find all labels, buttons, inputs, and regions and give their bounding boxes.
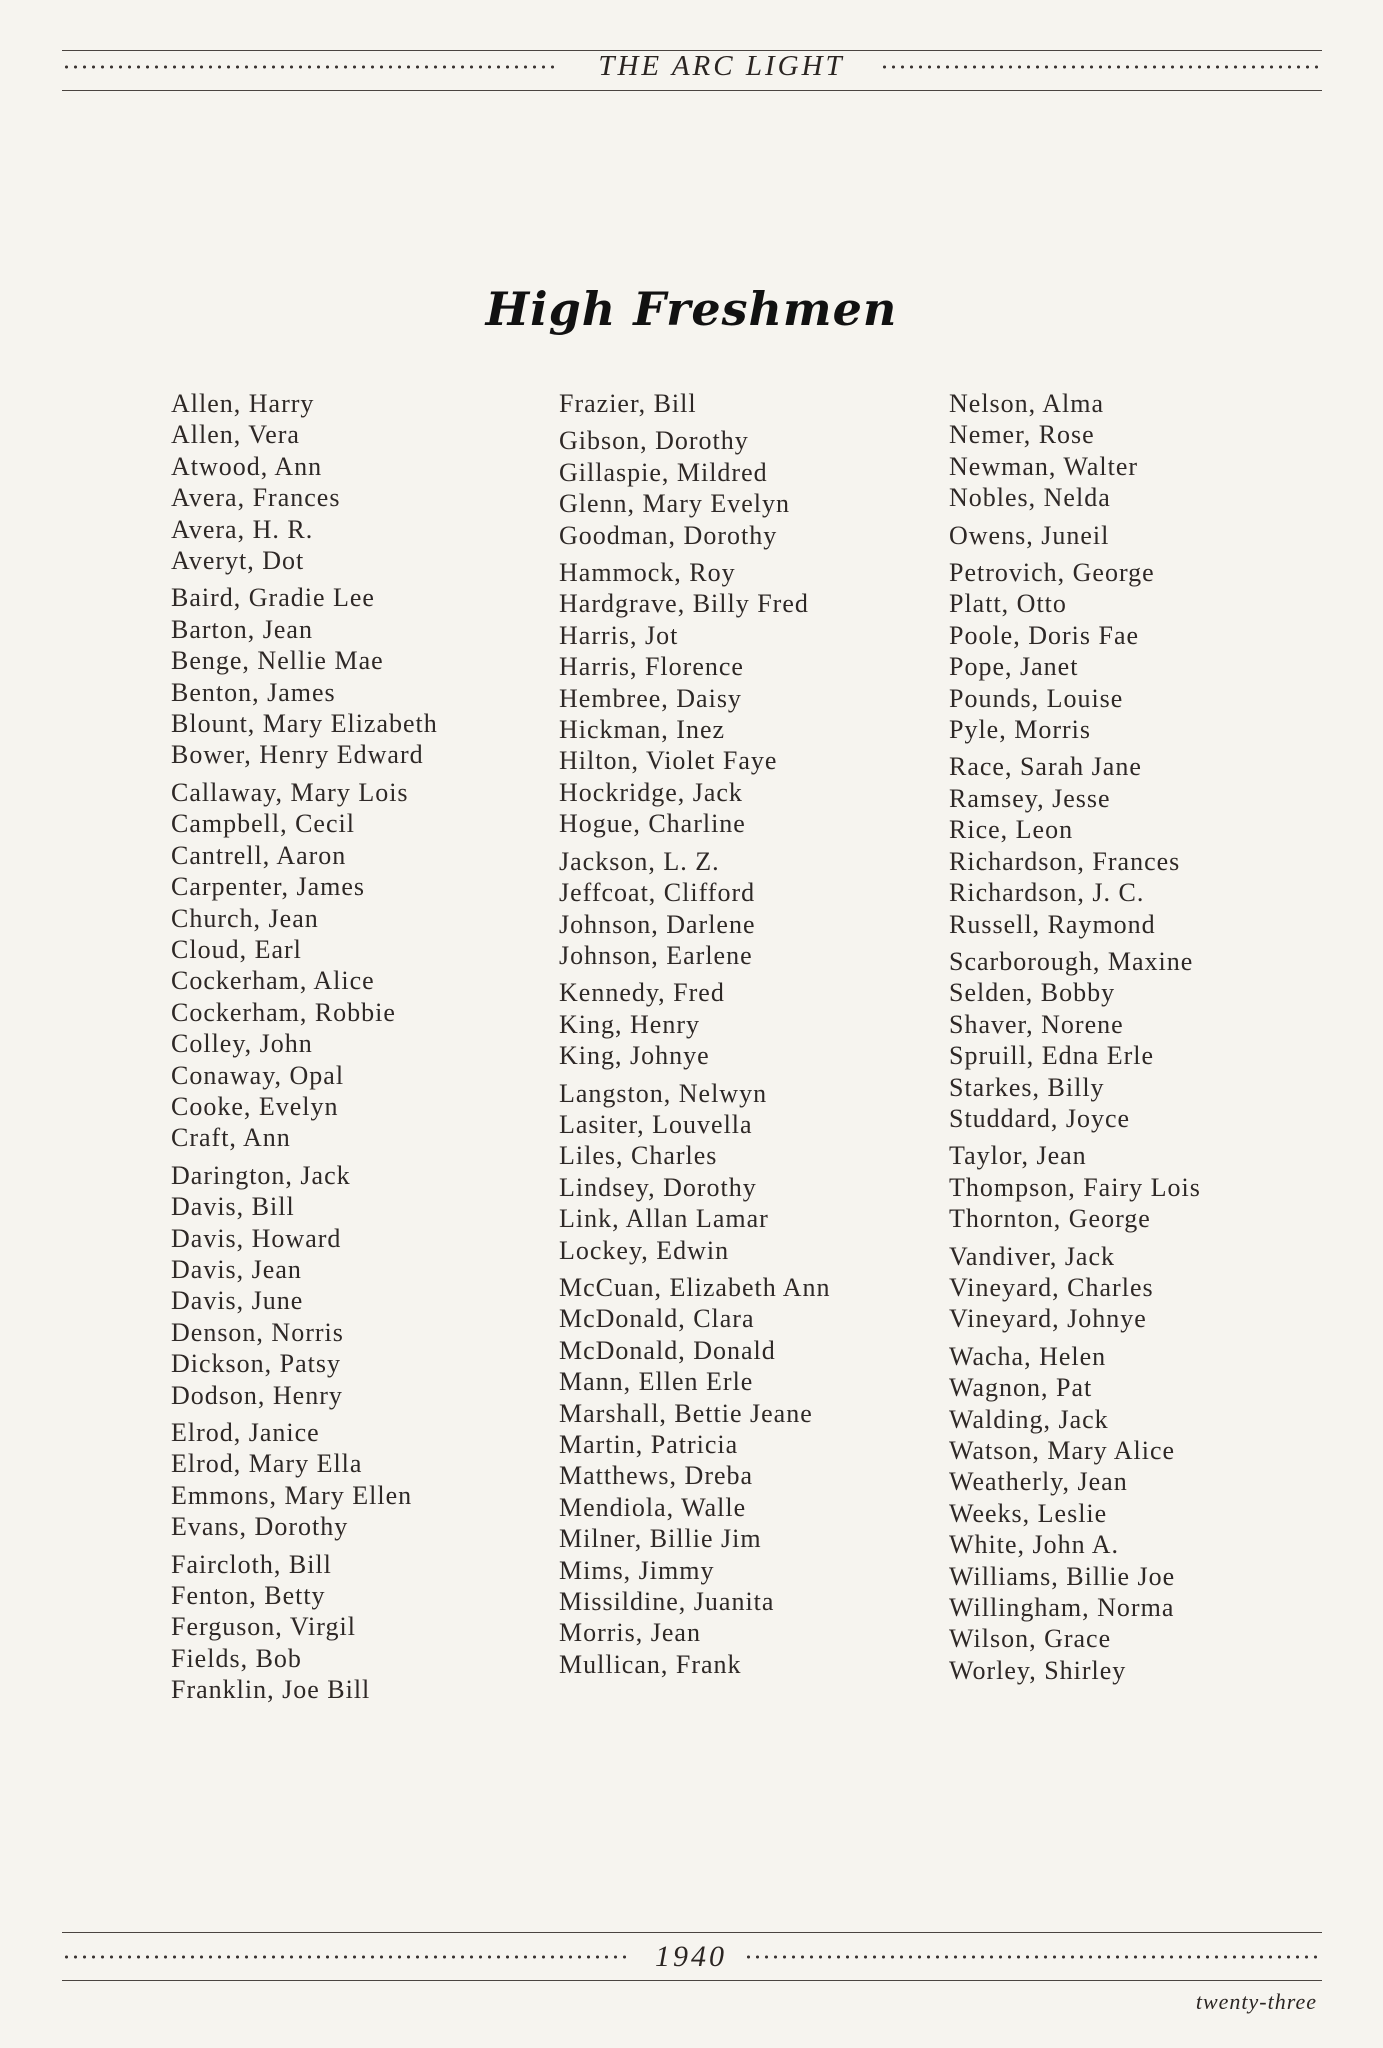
name-list-item: Gillaspie, Mildred: [559, 457, 768, 487]
name-list-item: Benge, Nellie Mae: [171, 646, 384, 676]
name-list-item: Gibson, Dorothy: [559, 426, 749, 456]
name-list-item: Cooke, Evelyn: [171, 1091, 339, 1121]
name-list-item: Blount, Mary Elizabeth: [171, 709, 438, 739]
name-list-item: Allen, Harry: [171, 389, 315, 418]
name-list-item: Johnson, Earlene: [559, 940, 753, 970]
name-list-item: Vineyard, Charles: [949, 1272, 1154, 1302]
name-list-item: Dodson, Henry: [171, 1380, 343, 1410]
name-list-item: Atwood, Ann: [171, 451, 323, 481]
name-list-item: Starkes, Billy: [949, 1072, 1105, 1102]
name-list-item: Averyt, Dot: [171, 546, 305, 576]
name-list-item: Frazier, Bill: [559, 389, 697, 418]
name-list-item: Mims, Jimmy: [559, 1555, 715, 1585]
name-list-item: Race, Sarah Jane: [949, 752, 1142, 782]
name-list-item: Taylor, Jean: [949, 1141, 1087, 1171]
name-list-item: Fenton, Betty: [171, 1581, 326, 1611]
name-column-1: [171, 388, 438, 1706]
name-list-item: Hogue, Charline: [559, 809, 746, 839]
name-list-item: Wacha, Helen: [949, 1341, 1107, 1371]
name-list-item: Davis, Bill: [171, 1192, 295, 1222]
name-list-item: Franklin, Joe Bill: [171, 1675, 371, 1705]
name-list-item: White, John A.: [949, 1530, 1119, 1560]
name-list-item: Studdard, Joyce: [949, 1103, 1131, 1133]
footer-top-rule: [62, 1932, 1322, 1933]
header-bottom-rule: [62, 90, 1322, 91]
name-list-item: Lasiter, Louvella: [559, 1109, 753, 1139]
name-list-item: Harris, Jot: [559, 620, 679, 650]
name-list-item: Jeffcoat, Clifford: [559, 878, 756, 908]
name-list-item: Thompson, Fairy Lois: [949, 1172, 1201, 1202]
name-list-item: Callaway, Mary Lois: [171, 777, 409, 807]
name-list-item: King, Henry: [559, 1009, 700, 1039]
name-list-item: Denson, Norris: [171, 1317, 344, 1347]
name-list-item: Spruill, Edna Erle: [949, 1041, 1155, 1071]
name-list-item: Worley, Shirley: [949, 1655, 1127, 1685]
name-list-item: Cloud, Earl: [171, 934, 302, 964]
name-list-item: Kennedy, Fred: [559, 978, 725, 1008]
name-list-item: Harris, Florence: [559, 652, 744, 682]
name-list-item: Davis, Jean: [171, 1254, 302, 1284]
name-list-item: Avera, H. R.: [171, 514, 314, 544]
name-list-item: Wagnon, Pat: [949, 1373, 1093, 1403]
name-list-item: King, Johnye: [559, 1041, 710, 1071]
name-list-item: Carpenter, James: [171, 872, 366, 902]
name-list-item: Craft, Ann: [171, 1123, 291, 1153]
footer-band: [62, 1932, 1322, 1982]
name-list-item: Faircloth, Bill: [171, 1549, 332, 1579]
name-list-item: Richardson, J. C.: [949, 878, 1145, 908]
name-list-item: Hickman, Inez: [559, 715, 726, 745]
page-number: twenty-three: [1195, 1989, 1317, 2014]
name-list-item: Mann, Ellen Erle: [559, 1367, 754, 1397]
name-list-item: Platt, Otto: [949, 589, 1067, 619]
name-list-item: Richardson, Frances: [949, 846, 1181, 876]
name-list-item: Darington, Jack: [171, 1160, 351, 1190]
name-list-item: Goodman, Dorothy: [559, 520, 778, 550]
name-list-item: Petrovich, George: [949, 558, 1155, 588]
name-list-item: Davis, Howard: [171, 1223, 342, 1253]
name-list-item: Church, Jean: [171, 903, 319, 933]
name-list-item: Watson, Mary Alice: [949, 1436, 1176, 1465]
name-list-item: Campbell, Cecil: [171, 809, 355, 839]
name-list-item: Jackson, L. Z.: [559, 846, 720, 876]
name-list-item: Ramsey, Jesse: [949, 783, 1111, 813]
name-list-item: Nemer, Rose: [949, 420, 1095, 450]
name-list-item: Glenn, Mary Evelyn: [559, 489, 791, 519]
name-list-item: Pope, Janet: [949, 652, 1079, 682]
footer-bottom-rule: [62, 1980, 1322, 1981]
section-title: High Freshmen: [485, 282, 898, 336]
year-label: 1940: [655, 1940, 727, 1973]
name-list-item: Scarborough, Maxine: [949, 946, 1194, 976]
name-list-item: Cockerham, Alice: [171, 966, 375, 996]
name-list-item: Johnson, Darlene: [559, 909, 756, 939]
name-column-2: [559, 388, 831, 1680]
name-list-item: Nelson, Alma: [949, 389, 1104, 418]
name-list-item: Mullican, Frank: [559, 1649, 742, 1679]
name-list-item: Vandiver, Jack: [949, 1241, 1116, 1271]
name-list-item: Pounds, Louise: [949, 683, 1124, 713]
name-list-item: Cantrell, Aaron: [171, 840, 347, 870]
name-list-item: Pyle, Morris: [949, 715, 1091, 745]
name-list-item: Thornton, George: [949, 1204, 1151, 1234]
name-list-item: Lockey, Edwin: [559, 1235, 730, 1265]
name-list-item: Davis, June: [171, 1286, 304, 1316]
name-list-item: Weatherly, Jean: [949, 1467, 1128, 1497]
name-list-item: Russell, Raymond: [949, 909, 1156, 939]
name-list-item: Poole, Doris Fae: [949, 620, 1140, 650]
name-list-item: Nobles, Nelda: [949, 483, 1111, 513]
name-list-item: Rice, Leon: [949, 815, 1074, 845]
name-list-item: Owens, Juneil: [949, 520, 1110, 550]
name-list-item: Allen, Vera: [171, 420, 300, 450]
name-list-item: Matthews, Dreba: [559, 1461, 754, 1491]
name-list-item: Dickson, Patsy: [171, 1349, 341, 1379]
name-list-item: Vineyard, Johnye: [949, 1304, 1147, 1334]
name-list-item: Colley, John: [171, 1029, 313, 1059]
header-band: [62, 50, 1322, 92]
name-list-item: Lindsey, Dorothy: [559, 1172, 757, 1202]
name-list-item: Baird, Gradie Lee: [171, 583, 375, 613]
name-list-item: Newman, Walter: [949, 451, 1139, 481]
name-list-item: Walding, Jack: [949, 1404, 1109, 1434]
name-list-item: Shaver, Norene: [949, 1009, 1124, 1039]
name-list-item: Martin, Patricia: [559, 1430, 739, 1459]
name-list-item: Cockerham, Robbie: [171, 997, 396, 1027]
publication-title: THE ARC LIGHT: [598, 50, 845, 82]
header-dotted-rule-right: [880, 64, 1322, 70]
name-list-item: Hilton, Violet Faye: [559, 746, 778, 776]
name-list-item: Liles, Charles: [559, 1141, 718, 1171]
name-list-item: Ferguson, Virgil: [171, 1612, 356, 1642]
footer-dotted-rule-left: [62, 1954, 632, 1960]
name-list-item: Weeks, Leslie: [949, 1498, 1108, 1528]
name-list-item: Williams, Billie Joe: [949, 1561, 1176, 1591]
name-list-item: Hardgrave, Billy Fred: [559, 589, 809, 619]
name-list-item: Missildine, Juanita: [559, 1587, 775, 1617]
name-column-3: [949, 388, 1201, 1686]
name-list-item: Link, Allan Lamar: [559, 1204, 769, 1234]
name-list-item: Mendiola, Walle: [559, 1492, 747, 1522]
name-list-item: Fields, Bob: [171, 1643, 302, 1673]
header-dotted-rule-left: [62, 64, 557, 70]
name-list-item: Benton, James: [171, 677, 336, 707]
name-list-item: Wilson, Grace: [949, 1624, 1112, 1654]
name-list-item: McDonald, Donald: [559, 1335, 776, 1365]
name-list-item: Langston, Nelwyn: [559, 1078, 768, 1108]
name-list-item: Milner, Billie Jim: [559, 1524, 762, 1554]
name-list-item: Barton, Jean: [171, 614, 313, 644]
name-list-item: Conaway, Opal: [171, 1060, 345, 1090]
name-list-item: Emmons, Mary Ellen: [171, 1480, 413, 1510]
name-list-item: Marshall, Bettie Jeane: [559, 1398, 813, 1428]
name-list-item: Bower, Henry Edward: [171, 740, 424, 770]
name-list-item: McCuan, Elizabeth Ann: [559, 1272, 831, 1302]
name-list-item: Elrod, Janice: [171, 1418, 320, 1447]
footer-dotted-rule-right: [744, 1954, 1322, 1960]
name-list-item: Evans, Dorothy: [171, 1512, 349, 1542]
name-list-item: McDonald, Clara: [559, 1304, 755, 1334]
name-list-item: Avera, Frances: [171, 483, 341, 513]
name-list-item: Willingham, Norma: [949, 1593, 1175, 1623]
name-list-item: Elrod, Mary Ella: [171, 1449, 363, 1479]
name-list-item: Hembree, Daisy: [559, 683, 742, 713]
name-list-item: Hammock, Roy: [559, 558, 736, 588]
name-list-item: Hockridge, Jack: [559, 777, 743, 807]
name-list-item: Morris, Jean: [559, 1618, 701, 1648]
name-list-item: Selden, Bobby: [949, 978, 1116, 1008]
